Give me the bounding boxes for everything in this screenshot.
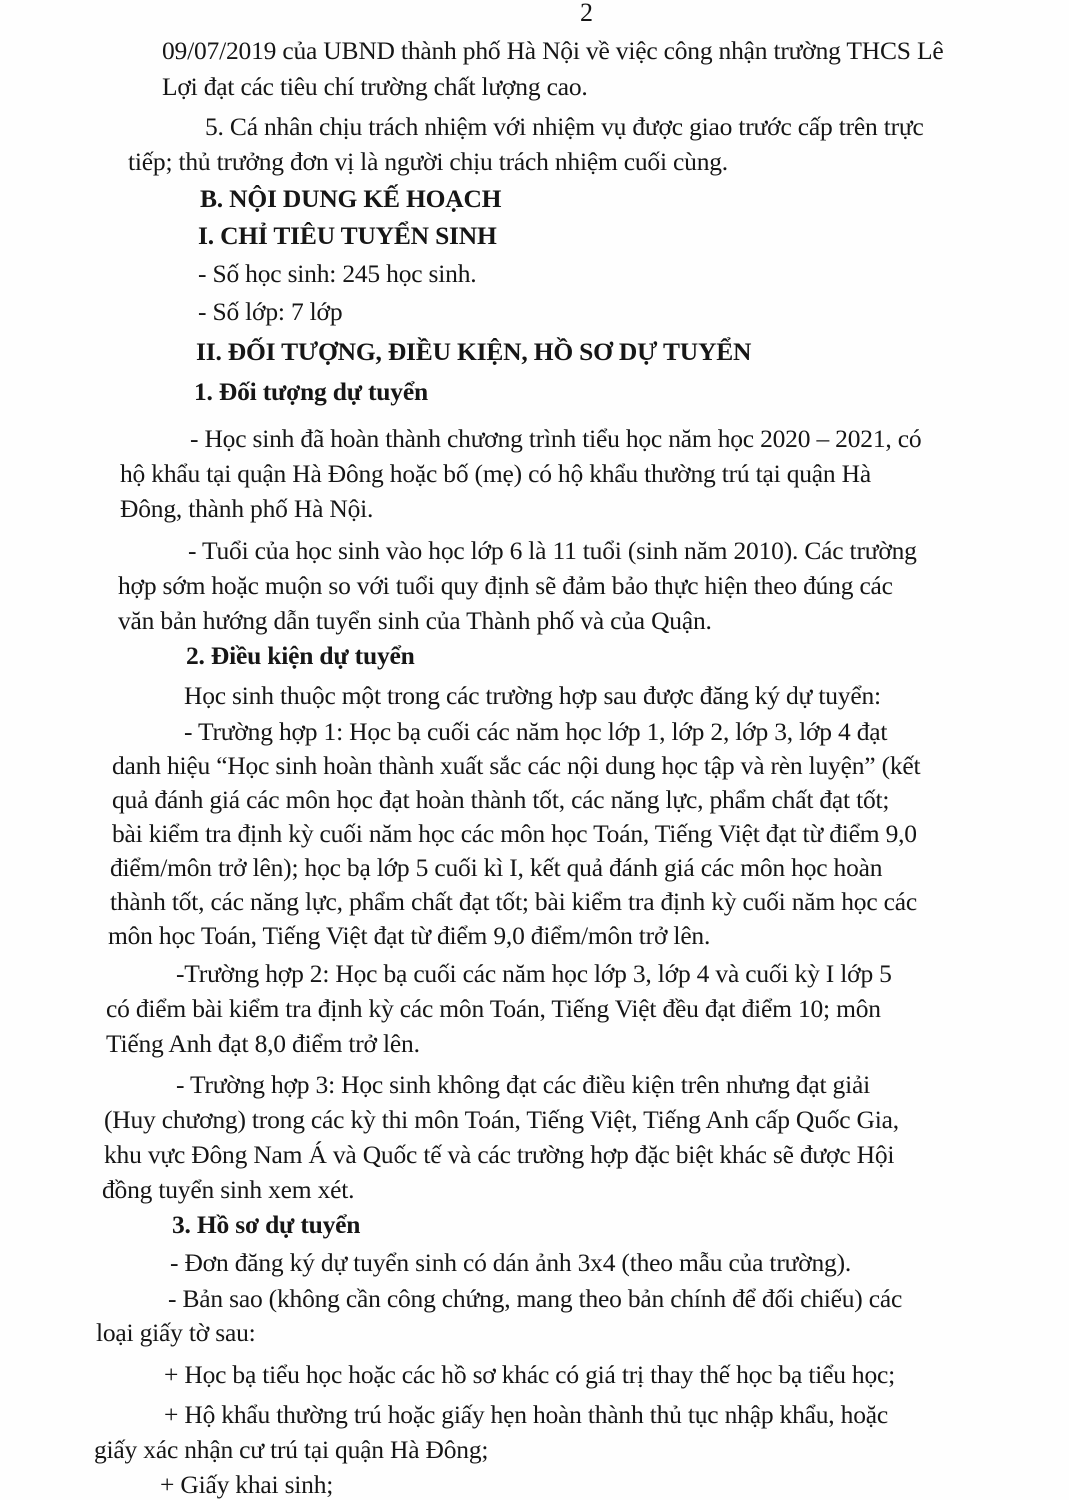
text-line: Đông, thành phố Hà Nội. <box>120 494 374 523</box>
text-line: có điểm bài kiểm tra định kỳ các môn Toán, Tiếng Việt đều đạt điểm 10; môn <box>106 994 881 1023</box>
text-line: - Trường hợp 1: Học bạ cuối các năm học lớp 1, lớp 2, lớp 3, lớp 4 đạt <box>184 717 888 746</box>
text-line: - Tuổi của học sinh vào học lớp 6 là 11 tuổi (sinh năm 2010). Các trường <box>188 536 917 565</box>
section-heading: I. CHỈ TIÊU TUYỂN SINH <box>198 221 497 250</box>
text-line: Học sinh thuộc một trong các trường hợp sau được đăng ký dự tuyển: <box>184 681 881 710</box>
section-heading: B. NỘI DUNG KẾ HOẠCH <box>200 184 502 213</box>
text-line: đồng tuyển sinh xem xét. <box>102 1175 355 1204</box>
list-item: + Học bạ tiểu học hoặc các hồ sơ khác có giá trị thay thế học bạ tiểu học; <box>164 1360 896 1389</box>
list-item: - Bản sao (không cần công chứng, mang theo bản chính để đối chiếu) các <box>168 1284 903 1313</box>
list-item: - Số học sinh: 245 học sinh. <box>198 259 477 288</box>
list-item: + Hộ khẩu thường trú hoặc giấy hẹn hoàn thành thủ tục nhập khẩu, hoặc <box>164 1400 888 1429</box>
subsection-heading: 1. Đối tượng dự tuyển <box>194 377 428 406</box>
text-line: 09/07/2019 của UBND thành phố Hà Nội về việc công nhận trường THCS Lê <box>162 36 944 65</box>
text-line: -Trường hợp 2: Học bạ cuối các năm học lớp 3, lớp 4 và cuối kỳ I lớp 5 <box>176 959 892 988</box>
list-item: - Đơn đăng ký dự tuyển sinh có dán ảnh 3x4 (theo mẫu của trường). <box>170 1248 852 1277</box>
text-line: - Học sinh đã hoàn thành chương trình tiểu học năm học 2020 – 2021, có <box>190 424 922 453</box>
subsection-heading: 3. Hồ sơ dự tuyển <box>172 1210 361 1239</box>
text-line: hợp sớm hoặc muộn so với tuổi quy định sẽ đảm bảo thực hiện theo đúng các <box>118 571 893 600</box>
text-line: - Trường hợp 3: Học sinh không đạt các điều kiện trên nhưng đạt giải <box>176 1070 870 1099</box>
text-line: hộ khẩu tại quận Hà Đông hoặc bố (mẹ) có hộ khẩu thường trú tại quận Hà <box>120 459 871 488</box>
text-line: bài kiểm tra định kỳ cuối năm học các môn học Toán, Tiếng Việt đạt từ điểm 9,0 <box>112 819 917 848</box>
list-item: - Số lớp: 7 lớp <box>198 297 343 326</box>
text-line: 5. Cá nhân chịu trách nhiệm với nhiệm vụ được giao trước cấp trên trực <box>205 112 924 141</box>
text-line: tiếp; thủ trưởng đơn vị là người chịu trách nhiệm cuối cùng. <box>128 147 728 176</box>
text-line: quả đánh giá các môn học đạt hoàn thành tốt, các năng lực, phẩm chất đạt tốt; <box>112 785 890 814</box>
text-line: Lợi đạt các tiêu chí trường chất lượng cao. <box>162 72 588 101</box>
subsection-heading: 2. Điều kiện dự tuyển <box>186 641 415 670</box>
text-line: môn học Toán, Tiếng Việt đạt từ điểm 9,0 điểm/môn trở lên. <box>108 921 711 950</box>
text-line: thành tốt, các năng lực, phẩm chất đạt tốt; bài kiểm tra định kỳ cuối năm học các <box>110 887 917 916</box>
text-line: loại giấy tờ sau: <box>96 1318 256 1347</box>
text-line: giấy xác nhận cư trú tại quận Hà Đông; <box>94 1435 489 1464</box>
text-line: danh hiệu “Học sinh hoàn thành xuất sắc các nội dung học tập và rèn luyện” (kết <box>112 751 921 780</box>
text-line: khu vực Đông Nam Á và Quốc tế và các trường hợp đặc biệt khác sẽ được Hội <box>104 1140 895 1169</box>
section-heading: II. ĐỐI TƯỢNG, ĐIỀU KIỆN, HỒ SƠ DỰ TUYỂN <box>196 337 752 366</box>
text-line: Tiếng Anh đạt 8,0 điểm trở lên. <box>106 1029 420 1058</box>
text-line: điểm/môn trở lên); học bạ lớp 5 cuối kì I, kết quả đánh giá các môn học hoàn <box>110 853 883 882</box>
list-item: + Giấy khai sinh; <box>160 1470 334 1499</box>
text-line: (Huy chương) trong các kỳ thi môn Toán, Tiếng Việt, Tiếng Anh cấp Quốc Gia, <box>104 1105 899 1134</box>
text-line: văn bản hướng dẫn tuyển sinh của Thành phố và của Quận. <box>118 606 712 635</box>
page-number: 2 <box>580 0 593 27</box>
